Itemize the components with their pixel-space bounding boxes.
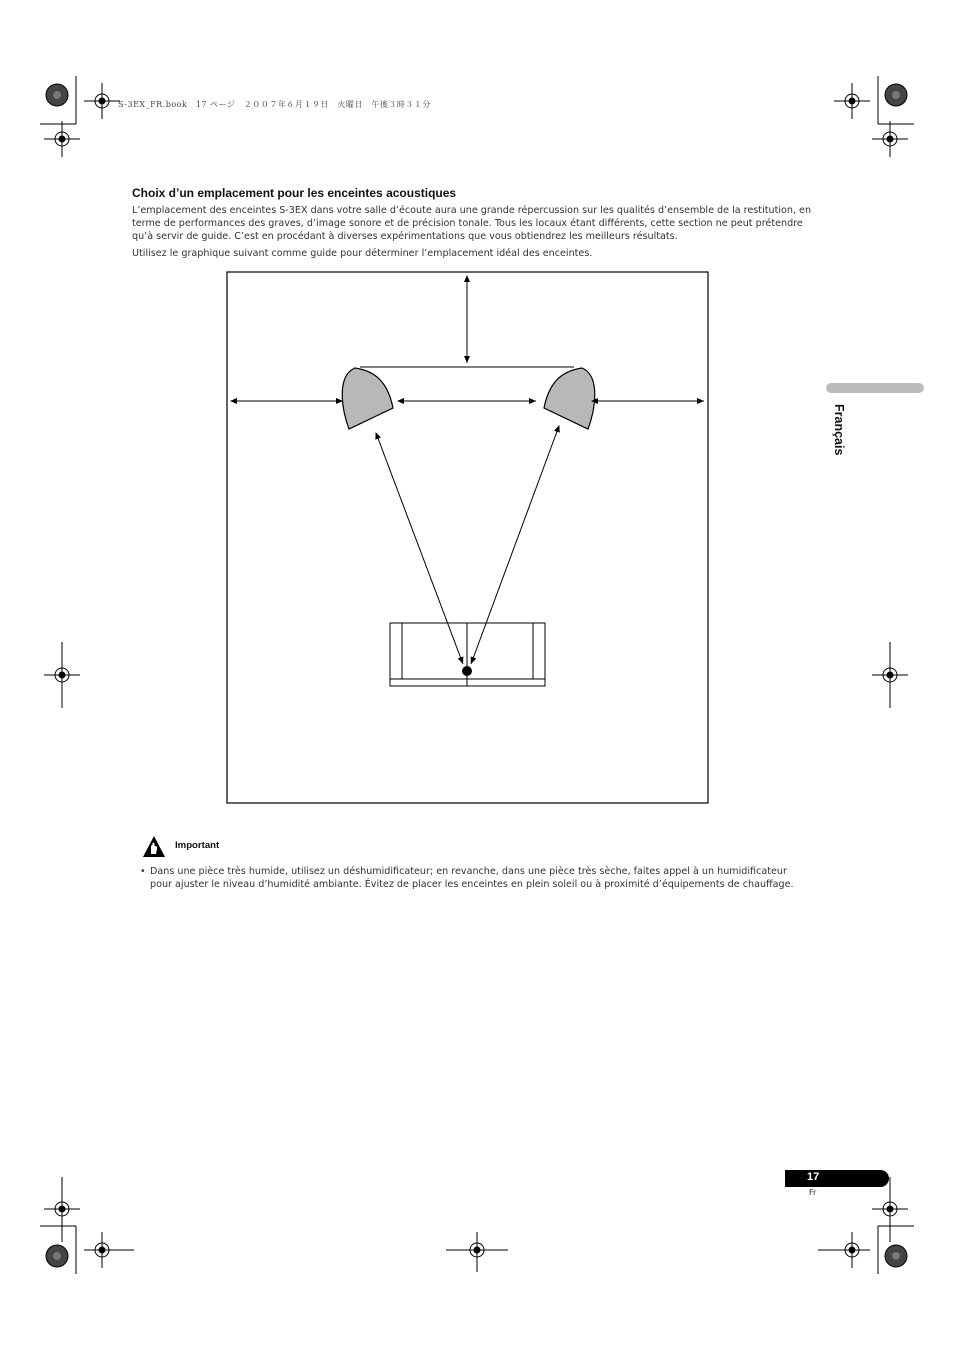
warning-hand-icon — [142, 835, 166, 859]
color-target-icon — [46, 84, 68, 106]
registration-target-icon — [446, 1232, 508, 1272]
color-target-icon — [885, 84, 907, 106]
registration-target-icon — [84, 83, 120, 119]
registration-target-icon — [872, 121, 908, 157]
registration-target-icon — [44, 642, 80, 708]
page-language-code: Fr — [809, 1188, 817, 1197]
section-title: Choix d’un emplacement pour les enceintes acoustiques — [132, 186, 457, 200]
important-label: Important — [175, 840, 220, 851]
print-header: S-3EX_FR.book 17 ページ ２００７年６月１９日 火曜日 午後３時３１分 — [118, 100, 431, 109]
important-bullet — [140, 865, 810, 891]
registration-target-icon — [44, 121, 80, 157]
bullet-dot: • — [140, 866, 146, 877]
left-listening-arrow — [376, 433, 463, 664]
sofa — [390, 623, 545, 686]
right-listening-arrow — [471, 426, 559, 664]
color-target-icon — [46, 1245, 68, 1267]
guide-paragraph: Utilisez le graphique suivant comme guide pour déterminer l’emplacement idéal des enceintes. — [132, 248, 593, 259]
page-number: 17 — [807, 1171, 820, 1183]
registration-target-icon — [818, 1232, 870, 1268]
listener-position — [462, 666, 472, 676]
color-target-icon — [885, 1245, 907, 1267]
speaker-placement-diagram — [226, 271, 710, 805]
registration-target-icon — [834, 83, 870, 119]
registration-target-icon — [84, 1232, 134, 1268]
left-speaker — [342, 368, 393, 429]
registration-target-icon — [872, 642, 908, 708]
language-tab-bar — [826, 383, 924, 393]
language-tab-label: Français — [832, 404, 846, 456]
registration-target-icon — [44, 1177, 80, 1242]
important-bullet-text: Dans une pièce très humide, utilisez un déshumidificateur; en revanche, dans une pièce très sèche, faites appel à un humidificateur pour ajuster le niveau d’humidité ambiante. Évitez de placer les enceintes en plein soleil ou à proximité d’équipements de chauffage. — [150, 866, 794, 890]
page-number-badge — [785, 1170, 889, 1187]
intro-paragraph: L’emplacement des enceintes S-3EX dans votre salle d’écoute aura une grande répercussion sur les qualités d’ensemble de la restitution, en terme de performances des graves, d’image sonore et de précision tonale. Tous les locaux étant différents, cette section ne peut prétendre qu’à servir de guide. C’est en procédant à diverses expérimentations que vous obtiendrez les meilleurs résultats. — [132, 205, 812, 243]
right-speaker — [544, 368, 595, 429]
